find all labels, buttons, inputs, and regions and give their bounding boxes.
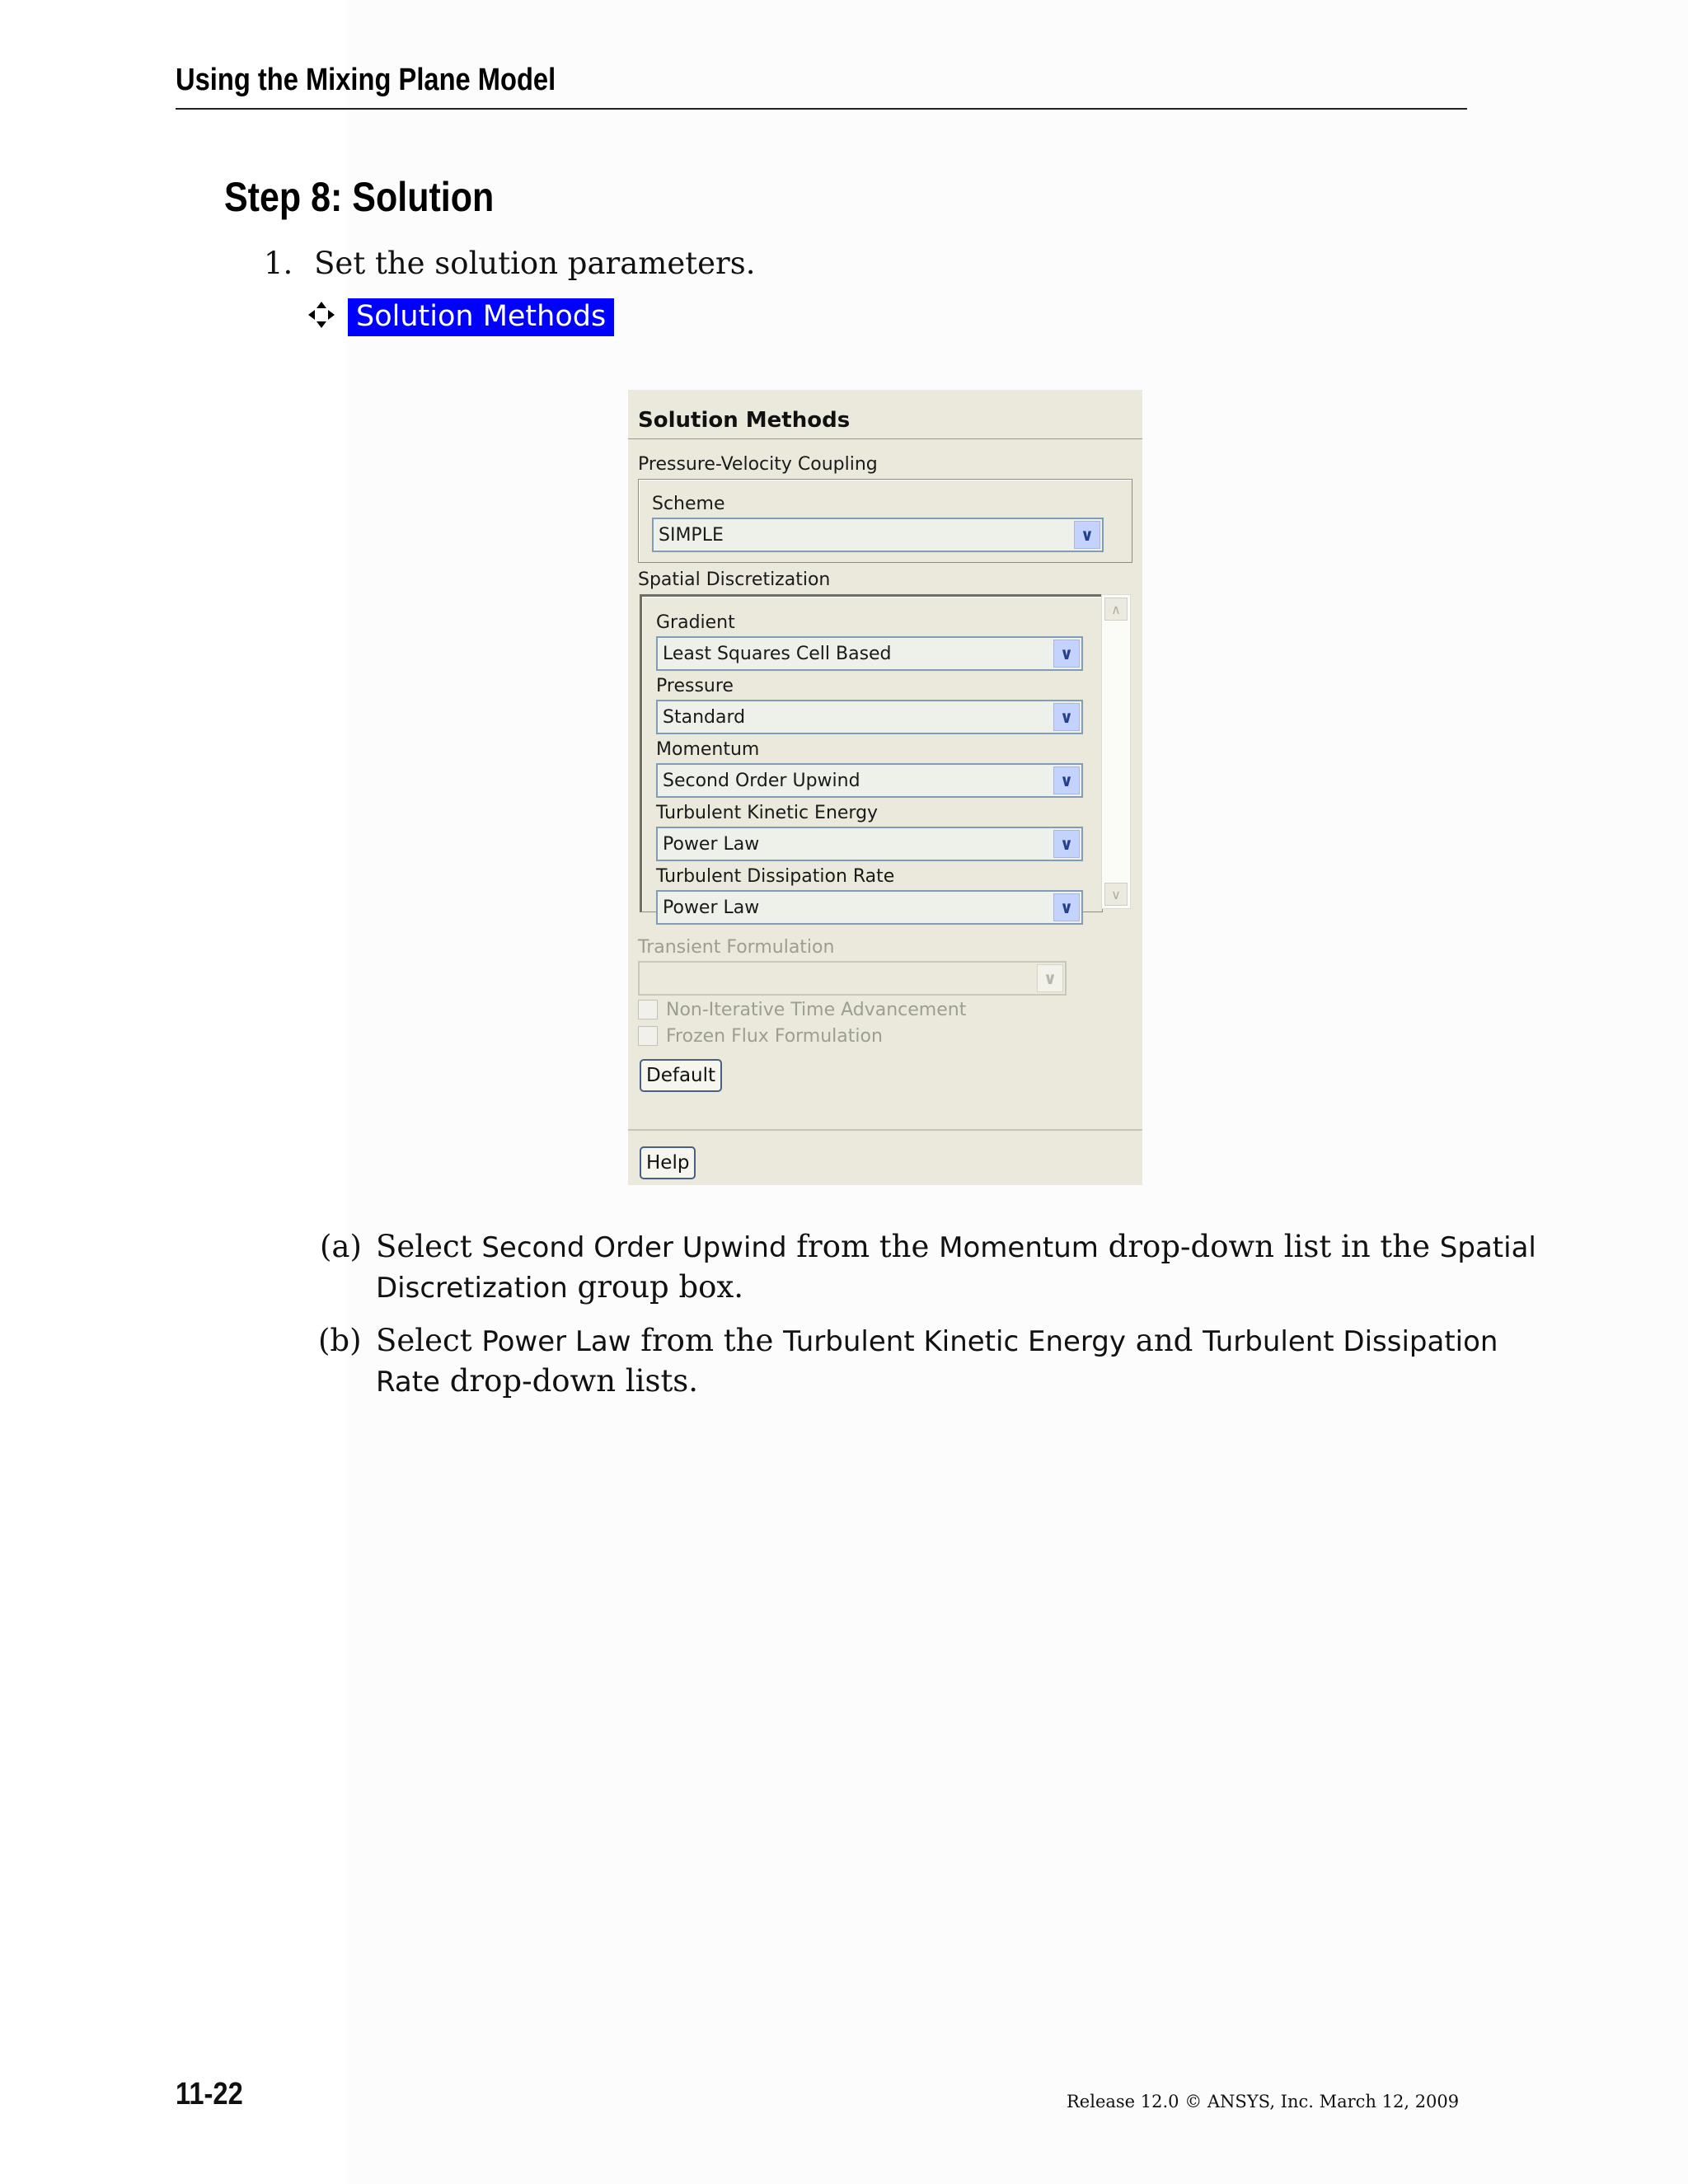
tke-label: Turbulent Kinetic Energy [656, 803, 879, 823]
sub-marker: (a) [320, 1229, 362, 1264]
ui-term: Spatial [1439, 1231, 1536, 1264]
nita-label: Non-Iterative Time Advancement [666, 1000, 967, 1020]
list-item-1 [264, 246, 755, 281]
momentum-dropdown[interactable] [656, 763, 1083, 798]
release-note: Release 12.0 © ANSYS, Inc. March 12, 2009 [1067, 2092, 1460, 2111]
ui-term: Momentum [939, 1231, 1099, 1264]
step-heading: Step 8: Solution [224, 174, 495, 220]
text: drop-down list in the [1098, 1229, 1440, 1264]
text: group box. [567, 1269, 744, 1305]
ui-term: Second Order Upwind [481, 1231, 787, 1264]
tke-value: Power Law [663, 834, 760, 855]
header-rule [176, 108, 1467, 110]
nita-checkbox[interactable] [638, 1000, 658, 1019]
scheme-dropdown[interactable] [652, 518, 1104, 552]
panel-title-rule [628, 438, 1142, 439]
scroll-up-icon[interactable]: ∧ [1104, 598, 1128, 621]
chevron-down-icon[interactable]: ∨ [1074, 521, 1100, 549]
text: drop-down lists. [439, 1363, 699, 1399]
tdr-dropdown[interactable] [656, 890, 1083, 925]
panel-footer-rule [628, 1129, 1142, 1131]
text: from the [786, 1229, 940, 1264]
frozen-flux-label: Frozen Flux Formulation [666, 1026, 883, 1047]
frozen-flux-checkbox[interactable] [638, 1026, 658, 1046]
default-button[interactable]: Default [640, 1059, 722, 1092]
scheme-label: Scheme [652, 494, 725, 514]
ui-term: Turbulent Kinetic Energy [783, 1325, 1126, 1358]
scroll-down-icon[interactable]: ∨ [1104, 883, 1128, 906]
text: Select [376, 1323, 482, 1358]
text: from the [631, 1323, 784, 1358]
pressure-label: Pressure [656, 676, 734, 696]
text: and [1126, 1323, 1203, 1358]
running-header: Using the Mixing Plane Model [176, 63, 556, 97]
move-icon [305, 298, 338, 331]
chevron-down-icon[interactable]: ∨ [1053, 893, 1080, 921]
list-text: Set the solution parameters. [314, 246, 756, 281]
pressure-value: Standard [663, 707, 746, 728]
pvc-label: Pressure-Velocity Coupling [638, 454, 878, 475]
momentum-label: Momentum [656, 739, 760, 760]
page-number: 11-22 [176, 2077, 243, 2111]
tdr-value: Power Law [663, 898, 760, 918]
chevron-down-icon[interactable]: ∨ [1053, 703, 1080, 731]
sub-a-line1 [376, 1226, 1536, 1268]
panel-title: Solution Methods [638, 408, 851, 433]
chevron-down-icon[interactable]: ∨ [1053, 766, 1080, 794]
help-button[interactable]: Help [640, 1146, 696, 1179]
sub-marker: (b) [318, 1323, 362, 1358]
ui-term: Discretization [376, 1272, 568, 1305]
ui-term: Turbulent Dissipation [1203, 1325, 1498, 1358]
sub-b-line2 [376, 1361, 698, 1403]
solution-methods-link[interactable]: Solution Methods [348, 298, 614, 336]
chevron-down-icon[interactable]: ∨ [1053, 830, 1080, 858]
spatial-label: Spatial Discretization [638, 569, 831, 590]
transient-dropdown[interactable] [638, 961, 1067, 996]
spatial-scrollbar[interactable] [1101, 594, 1131, 909]
tdr-label: Turbulent Dissipation Rate [656, 866, 895, 887]
solution-methods-panel [628, 390, 1142, 1185]
sub-a-line2 [376, 1267, 743, 1309]
ui-term: Rate [376, 1366, 440, 1399]
text: Select [376, 1229, 482, 1264]
transient-label: Transient Formulation [638, 937, 835, 958]
chevron-down-icon[interactable]: ∨ [1053, 640, 1080, 668]
momentum-value: Second Order Upwind [663, 771, 860, 791]
gradient-dropdown[interactable] [656, 636, 1083, 671]
tke-dropdown[interactable] [656, 827, 1083, 861]
list-number: 1. [264, 246, 293, 281]
gradient-label: Gradient [656, 612, 735, 633]
sub-b-line1 [376, 1320, 1498, 1362]
gradient-value: Least Squares Cell Based [663, 644, 892, 664]
pressure-dropdown[interactable] [656, 700, 1083, 734]
chevron-down-icon[interactable]: ∨ [1037, 964, 1063, 992]
scheme-value: SIMPLE [659, 525, 724, 546]
ui-term: Power Law [481, 1325, 631, 1358]
